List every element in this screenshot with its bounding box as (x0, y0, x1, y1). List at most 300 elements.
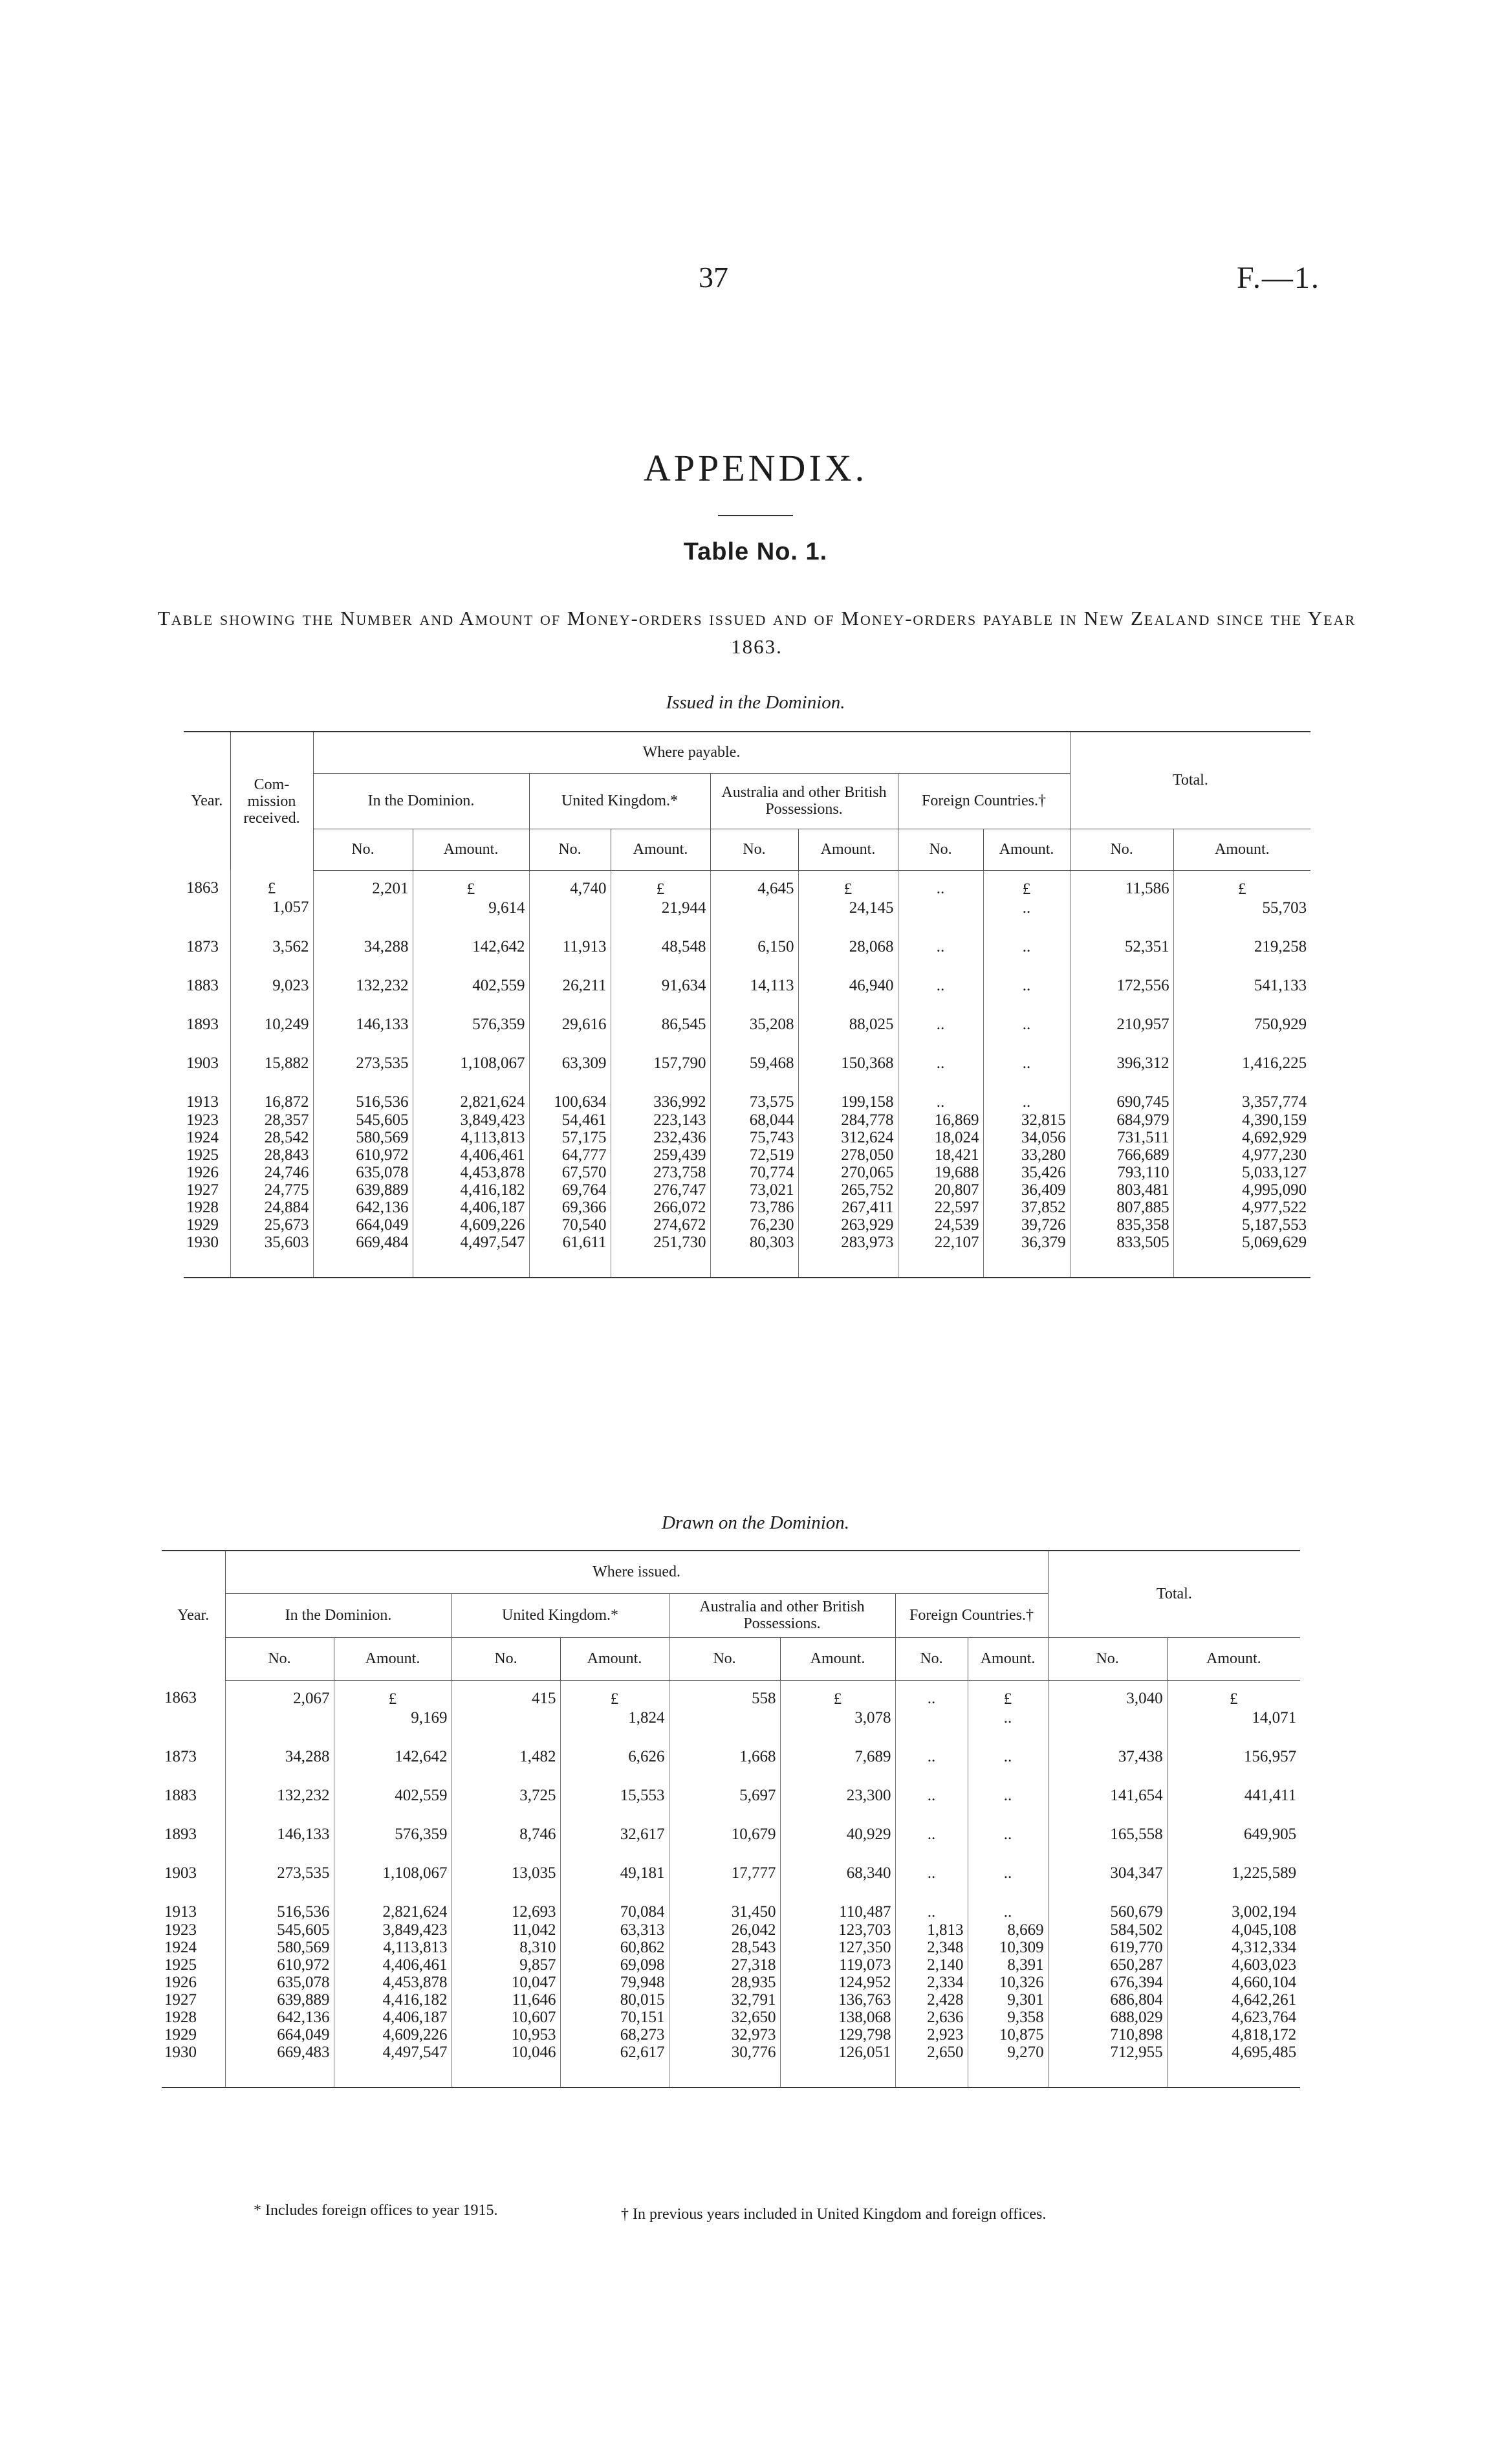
value-cell (669, 2026, 780, 2044)
cell-text: 270,065 (841, 1163, 894, 1181)
cell-text: 27,318 (731, 1956, 776, 1974)
cell-text: 68,273 (620, 2025, 665, 2044)
issued-header-commission: Com-mission received. (230, 732, 313, 870)
value-cell (611, 1146, 710, 1164)
value-cell (413, 1164, 529, 1181)
value-cell (230, 1216, 313, 1234)
cell-text: 1913 (164, 1903, 197, 1921)
issued-header-amount: Amount. (983, 829, 1070, 870)
cell-text: 28,935 (731, 1973, 776, 1991)
value-cell (798, 1146, 898, 1164)
issued-header-amount: Amount. (1173, 829, 1310, 870)
cell-text: 1923 (164, 1921, 197, 1939)
drawn-header-australia: Australia and other British Possessions. (669, 1593, 895, 1637)
value-cell (225, 1727, 334, 1766)
cell-text: 80,015 (620, 1990, 665, 2009)
value-cell (983, 1164, 1070, 1181)
cell-text: 1,225,589 (1232, 1864, 1297, 1882)
spacer-cell (780, 2061, 895, 2088)
value-cell (611, 1234, 710, 1251)
value-cell (1070, 1073, 1173, 1111)
value-cell (225, 2044, 334, 2061)
value-cell (413, 1146, 529, 1164)
cell-text: 129,798 (838, 2025, 891, 2044)
cell-text: .. (1003, 1903, 1012, 1921)
cell-text: 15,882 (264, 1054, 309, 1072)
value-cell (313, 1129, 413, 1146)
value-cell (1173, 1164, 1310, 1181)
cell-text: 4,642,261 (1232, 1990, 1297, 2009)
value-cell (451, 1956, 560, 1974)
cell-text: 576,359 (395, 1825, 448, 1843)
cell-text: 4,818,172 (1232, 2025, 1297, 2044)
cell-text: 731,511 (1117, 1128, 1169, 1146)
value-cell (898, 1034, 983, 1073)
cell-text: 560,679 (1110, 1903, 1163, 1921)
value-cell (1173, 1034, 1310, 1073)
value-cell (529, 1111, 611, 1129)
cell-text: 25,673 (264, 1216, 309, 1234)
cell-text: .. (936, 1015, 945, 1033)
value-cell (1048, 1882, 1167, 1921)
cell-text: 10,875 (999, 2025, 1044, 2044)
value-cell (451, 1680, 560, 1727)
cell-text: .. (1022, 1093, 1031, 1111)
value-cell (1048, 1844, 1167, 1882)
value-cell (798, 1234, 898, 1251)
value-cell (225, 1680, 334, 1727)
cell-text: 5,069,629 (1242, 1233, 1307, 1251)
cell-text: 126,051 (838, 2043, 891, 2061)
value-cell (611, 1181, 710, 1199)
cell-text: 619,770 (1110, 1938, 1163, 1956)
cell-text: 2,201 (372, 879, 409, 897)
value-cell (895, 1882, 968, 1921)
cell-text: 664,049 (277, 2025, 330, 2044)
value-cell (451, 1844, 560, 1882)
table-row (162, 2009, 1300, 2026)
cell-text: 1873 (186, 937, 219, 955)
value-cell (898, 956, 983, 995)
table-spacer (184, 1251, 1310, 1278)
value-cell (669, 2009, 780, 2026)
cell-text: 1903 (164, 1864, 197, 1882)
cell-text: 34,056 (1021, 1128, 1066, 1146)
value-cell (529, 1234, 611, 1251)
value-cell (669, 2044, 780, 2061)
year-cell (184, 1181, 230, 1199)
cell-text: 24,145 (849, 899, 894, 917)
value-cell (780, 2026, 895, 2044)
cell-text: 635,078 (277, 1973, 330, 1991)
year-cell (184, 1073, 230, 1111)
cell-text: 1913 (186, 1093, 219, 1111)
cell-text: 157,790 (653, 1054, 706, 1072)
year-cell (162, 1921, 225, 1939)
cell-text: 710,898 (1110, 2025, 1163, 2044)
value-cell (1167, 1974, 1300, 1991)
value-cell (334, 1805, 451, 1844)
value-cell (230, 1234, 313, 1251)
value-cell (780, 2009, 895, 2026)
value-cell (313, 1111, 413, 1129)
cell-text: 10,607 (511, 2008, 556, 2026)
value-cell (313, 870, 413, 917)
value-cell (710, 917, 798, 956)
value-cell (1048, 1921, 1167, 1939)
cell-text: 4,695,485 (1232, 2043, 1297, 2061)
cell-text: 13,035 (511, 1864, 556, 1882)
cell-text: 24,746 (264, 1163, 309, 1181)
issued-header-no: No. (710, 829, 798, 870)
cell-text: 4,977,230 (1242, 1146, 1307, 1164)
value-cell (968, 1991, 1048, 2009)
cell-text: 1929 (186, 1216, 219, 1234)
value-cell (898, 1073, 983, 1111)
value-cell (898, 1111, 983, 1129)
year-cell (162, 1882, 225, 1921)
spacer-cell (895, 2061, 968, 2088)
value-cell (1070, 1129, 1173, 1146)
cell-text: 1927 (186, 1181, 219, 1199)
drawn-header-amount: Amount. (780, 1637, 895, 1680)
cell-text: 396,312 (1116, 1054, 1169, 1072)
value-cell (1048, 1939, 1167, 1956)
cell-text: 1873 (164, 1747, 197, 1765)
cell-text: 584,502 (1110, 1921, 1163, 1939)
issued-subtitle: Issued in the Dominion. (666, 692, 845, 713)
value-cell (334, 1680, 451, 1727)
value-cell (669, 1680, 780, 1727)
cell-text: 123,703 (838, 1921, 891, 1939)
value-cell (413, 995, 529, 1034)
value-cell (225, 1882, 334, 1921)
value-cell (1048, 1805, 1167, 1844)
drawn-table (162, 1550, 1300, 2088)
spacer-cell (560, 2061, 669, 2088)
value-cell (1173, 1199, 1310, 1216)
drawn-header-no: No. (895, 1637, 968, 1680)
cell-text: 16,872 (264, 1093, 309, 1111)
cell-text: 278,050 (841, 1146, 894, 1164)
cell-text: 4,312,334 (1232, 1938, 1297, 1956)
cell-text: 141,654 (1110, 1786, 1163, 1804)
value-cell (983, 1129, 1070, 1146)
cell-text: 610,972 (277, 1956, 330, 1974)
cell-text: 684,979 (1116, 1111, 1169, 1129)
cell-text: 59,468 (749, 1054, 794, 1072)
cell-text: 37,438 (1118, 1747, 1163, 1765)
value-cell (710, 1234, 798, 1251)
value-cell (780, 1727, 895, 1766)
cell-text: 807,885 (1116, 1198, 1169, 1216)
value-cell (983, 1199, 1070, 1216)
issued-header-no: No. (529, 829, 611, 870)
cell-text: 165,558 (1110, 1825, 1163, 1843)
cell-text: 4,609,226 (460, 1216, 525, 1234)
cell-text: 4,113,813 (383, 1938, 448, 1956)
drawn-header-amount: Amount. (1167, 1637, 1300, 1680)
value-cell (313, 917, 413, 956)
cell-text: 4,740 (570, 879, 607, 897)
cell-text: 635,078 (356, 1163, 409, 1181)
value-cell (413, 1216, 529, 1234)
drawn-subtitle: Drawn on the Dominion. (662, 1512, 849, 1533)
cell-text: 4,609,226 (382, 2025, 448, 2044)
value-cell (898, 1199, 983, 1216)
cell-text: 4,692,929 (1242, 1128, 1307, 1146)
cell-text: 55,703 (1262, 899, 1307, 917)
value-cell (1173, 995, 1310, 1034)
cell-text: .. (936, 1093, 945, 1111)
cell-text: 14,113 (750, 976, 794, 994)
cell-text: 304,347 (1110, 1864, 1163, 1882)
value-cell (230, 1034, 313, 1073)
value-cell (710, 1129, 798, 1146)
value-cell (798, 917, 898, 956)
value-cell (895, 2044, 968, 2061)
value-cell (413, 1111, 529, 1129)
value-cell (780, 1939, 895, 1956)
value-cell (798, 956, 898, 995)
cell-text: 172,556 (1116, 976, 1169, 994)
cell-text: 35,603 (264, 1233, 309, 1251)
cell-text: 10,326 (999, 1973, 1044, 1991)
cell-text: 4,416,182 (382, 1990, 448, 2009)
cell-text: 73,021 (749, 1181, 794, 1199)
value-cell (611, 917, 710, 956)
value-cell (413, 1034, 529, 1073)
cell-text: 69,366 (561, 1198, 607, 1216)
cell-text: .. (1003, 1786, 1012, 1804)
cell-text: 5,187,553 (1242, 1216, 1307, 1234)
year-cell (184, 1146, 230, 1164)
value-cell (529, 1034, 611, 1073)
cell-text: 4,453,878 (460, 1163, 525, 1181)
value-cell (798, 995, 898, 1034)
cell-text: 690,745 (1116, 1093, 1169, 1111)
cell-text: 30,776 (731, 2043, 776, 2061)
year-cell (184, 956, 230, 995)
value-cell (313, 1199, 413, 1216)
value-cell (225, 1766, 334, 1805)
cell-text: 750,929 (1254, 1015, 1307, 1033)
value-cell (1070, 1111, 1173, 1129)
table-number: Table No. 1. (683, 538, 828, 565)
value-cell (230, 956, 313, 995)
value-cell (1070, 1199, 1173, 1216)
cell-text: 138,068 (838, 2008, 891, 2026)
value-cell (334, 1939, 451, 1956)
cell-text: 3,078 (854, 1708, 891, 1727)
cell-text: 23,300 (846, 1786, 891, 1804)
value-cell (313, 1146, 413, 1164)
cell-text: 18,024 (934, 1128, 979, 1146)
cell-text: 4,406,461 (382, 1956, 448, 1974)
issued-header-australia: Australia and other British Possessions. (710, 773, 898, 829)
value-cell (529, 956, 611, 995)
value-cell (334, 1974, 451, 1991)
drawn-header-year: Year. (177, 1607, 210, 1624)
cell-text: 12,693 (511, 1903, 556, 1921)
value-cell (780, 1991, 895, 2009)
cell-text: 3,725 (519, 1786, 556, 1804)
spacer-cell (334, 2061, 451, 2088)
cell-text: 1926 (164, 1973, 197, 1991)
drawn-header-amount: Amount. (560, 1637, 669, 1680)
value-cell (1070, 1216, 1173, 1234)
value-cell (669, 1882, 780, 1921)
spacer-cell (225, 2061, 334, 2088)
cell-text: 669,483 (277, 2043, 330, 2061)
cell-text: 100,634 (554, 1093, 607, 1111)
cell-text: 36,409 (1021, 1181, 1066, 1199)
cell-text: 4,045,108 (1232, 1921, 1297, 1939)
drawn-header-amount: Amount. (968, 1637, 1048, 1680)
value-cell (780, 1882, 895, 1921)
cell-text: 9,023 (272, 976, 309, 994)
value-cell (230, 1073, 313, 1111)
value-cell (983, 1234, 1070, 1251)
year-cell (162, 1939, 225, 1956)
drawn-header-no: No. (669, 1637, 780, 1680)
table-row (162, 2044, 1300, 2061)
cell-text: 402,559 (472, 976, 525, 994)
value-cell (334, 1727, 451, 1766)
value-cell (895, 2009, 968, 2026)
cell-text: 32,650 (731, 2008, 776, 2026)
year-cell (184, 870, 230, 917)
pound-sign: £ (610, 1690, 619, 1708)
cell-text: 70,084 (620, 1903, 665, 1921)
spacer-cell (898, 1251, 983, 1278)
year-cell (162, 1974, 225, 1991)
year-cell (162, 1805, 225, 1844)
year-cell (184, 1199, 230, 1216)
value-cell (968, 1974, 1048, 1991)
cell-text: 516,536 (277, 1903, 330, 1921)
cell-text: 833,505 (1116, 1233, 1169, 1251)
cell-text: 70,151 (620, 2008, 665, 2026)
value-cell (780, 1921, 895, 1939)
appendix-title: APPENDIX. (643, 447, 868, 489)
cell-text: 24,775 (264, 1181, 309, 1199)
cell-text: 2,821,624 (460, 1093, 525, 1111)
cell-text: 67,570 (561, 1163, 607, 1181)
value-cell (1167, 2026, 1300, 2044)
value-cell (1173, 1216, 1310, 1234)
value-cell (334, 2009, 451, 2026)
value-cell (334, 2026, 451, 2044)
cell-text: 1,813 (927, 1921, 964, 1939)
cell-text: 21,944 (661, 899, 706, 917)
cell-text: 1925 (186, 1146, 219, 1164)
table-row (184, 956, 1310, 995)
cell-text: .. (927, 1786, 936, 1804)
value-cell (798, 1216, 898, 1234)
cell-text: 4,406,187 (382, 2008, 448, 2026)
cell-text: .. (936, 879, 945, 897)
value-cell (560, 1680, 669, 1727)
cell-text: 34,288 (285, 1747, 330, 1765)
cell-text: 36,379 (1021, 1233, 1066, 1251)
spacer-cell (313, 1251, 413, 1278)
table-row (184, 1111, 1310, 1129)
cell-text: 146,133 (277, 1825, 330, 1843)
cell-text: 642,136 (356, 1198, 409, 1216)
value-cell (798, 1129, 898, 1146)
spacer-cell (1070, 1251, 1173, 1278)
value-cell (451, 1805, 560, 1844)
cell-text: 676,394 (1110, 1973, 1163, 1991)
cell-text: .. (927, 1689, 936, 1707)
value-cell (560, 1882, 669, 1921)
value-cell (710, 956, 798, 995)
cell-text: 54,461 (561, 1111, 607, 1129)
cell-text: .. (1022, 976, 1031, 994)
title-rule (718, 515, 793, 516)
value-cell (898, 870, 983, 917)
value-cell (230, 917, 313, 956)
value-cell (1070, 956, 1173, 995)
cell-text: 415 (532, 1689, 556, 1707)
value-cell (560, 1766, 669, 1805)
cell-text: 39,726 (1021, 1216, 1066, 1234)
value-cell (895, 1727, 968, 1766)
table-row (162, 1680, 1300, 1727)
cell-text: 219,258 (1254, 937, 1307, 955)
cell-text: 9,857 (519, 1956, 556, 1974)
value-cell (230, 1146, 313, 1164)
cell-text: 70,540 (561, 1216, 607, 1234)
cell-text: 1926 (186, 1163, 219, 1181)
cell-text: 650,287 (1110, 1956, 1163, 1974)
cell-text: 68,044 (749, 1111, 794, 1129)
cell-text: 5,697 (739, 1786, 776, 1804)
value-cell (1167, 1766, 1300, 1805)
value-cell (313, 1073, 413, 1111)
cell-text: 26,211 (562, 976, 607, 994)
cell-text: 558 (752, 1689, 776, 1707)
value-cell (451, 1974, 560, 1991)
value-cell (780, 1805, 895, 1844)
value-cell (898, 995, 983, 1034)
cell-text: 232,436 (653, 1128, 706, 1146)
value-cell (451, 2026, 560, 2044)
cell-text: 1930 (164, 2043, 197, 2061)
cell-text: 639,889 (277, 1990, 330, 2009)
cell-text: 7,689 (854, 1747, 891, 1765)
cell-text: 46,940 (849, 976, 894, 994)
cell-text: 1893 (186, 1015, 219, 1033)
cell-text: 11,646 (512, 1990, 556, 2009)
cell-text: 24,539 (934, 1216, 979, 1234)
table-row (184, 870, 1310, 917)
value-cell (611, 1199, 710, 1216)
cell-text: 3,849,423 (460, 1111, 525, 1129)
year-cell (162, 2044, 225, 2061)
cell-text: 1930 (186, 1233, 219, 1251)
cell-text: 2,348 (927, 1938, 964, 1956)
cell-text: 48,548 (661, 937, 706, 955)
issued-header-foreign: Foreign Countries.† (898, 773, 1070, 829)
cell-text: .. (1022, 899, 1031, 917)
cell-text: 688,029 (1110, 2008, 1163, 2026)
value-cell (968, 2026, 1048, 2044)
cell-text: 32,815 (1021, 1111, 1066, 1129)
table-row (184, 1181, 1310, 1199)
cell-text: 73,575 (749, 1093, 794, 1111)
